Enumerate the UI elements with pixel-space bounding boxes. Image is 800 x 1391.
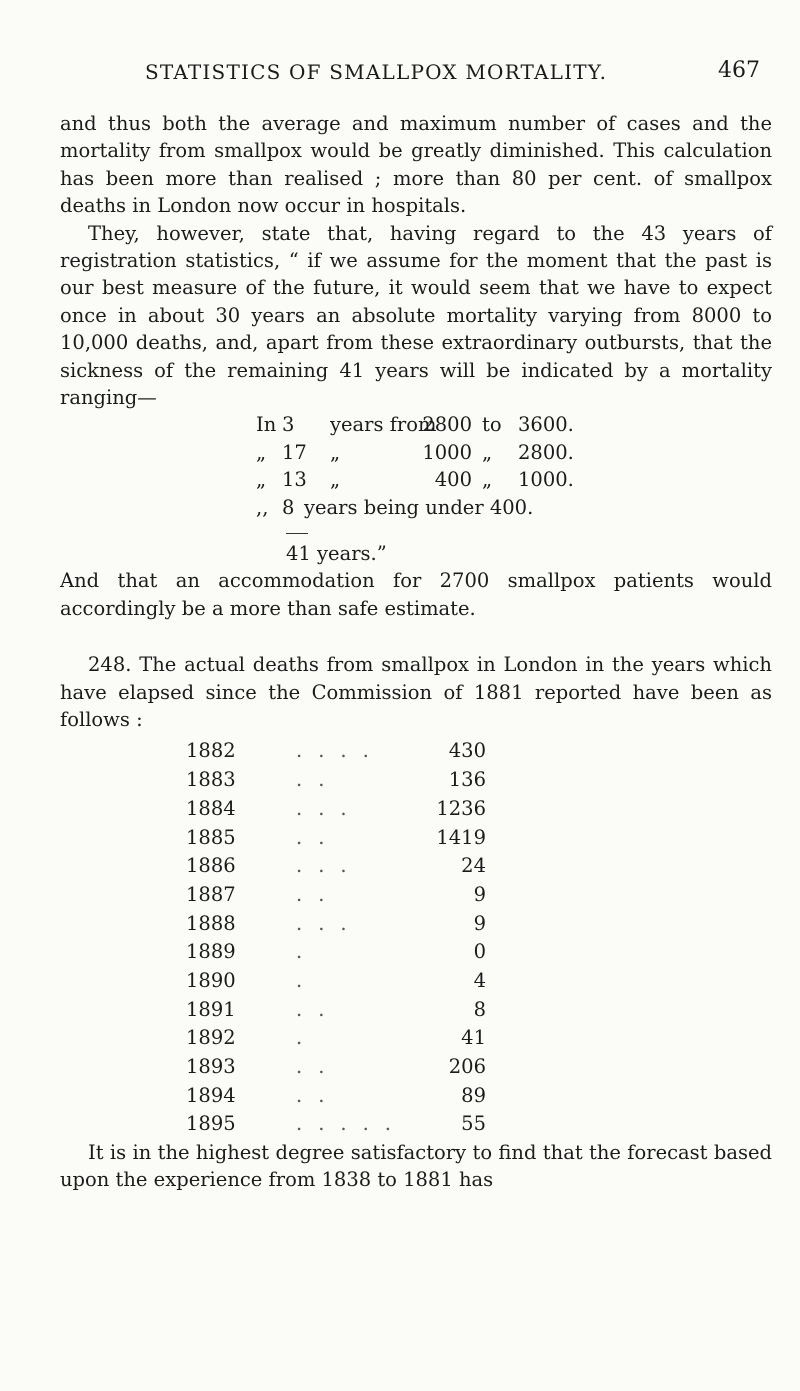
deaths-cell: 9 bbox=[473, 882, 486, 906]
range-unit: years from bbox=[330, 413, 437, 437]
range-row bbox=[256, 466, 772, 493]
paragraph-accommodation: And that an accommodation for 2700 smallpox patients would accordingly be a more than safe estimate. bbox=[60, 569, 772, 620]
deaths-cell: 0 bbox=[473, 940, 486, 964]
range-prefix: „ bbox=[256, 468, 267, 492]
running-title: STATISTICS OF SMALLPOX MORTALITY. bbox=[145, 60, 608, 84]
deaths-cell: 1236 bbox=[436, 796, 486, 820]
deaths-cell: 4 bbox=[473, 968, 486, 992]
leader-dots: .. bbox=[296, 1083, 341, 1107]
year-cell: 1882 bbox=[186, 739, 236, 763]
table-row bbox=[186, 967, 486, 996]
table-row bbox=[186, 938, 486, 967]
paragraph-continuation: and thus both the average and maximum number of cases and the mortality from smallpox would be greatly diminished. This calculation has been more than realised ; more than 80 per cent. of smallpox deaths in London now occur in hospitals. bbox=[60, 112, 772, 218]
range-to: 3600. bbox=[518, 413, 574, 437]
year-cell: 1883 bbox=[186, 768, 236, 792]
year-cell: 1893 bbox=[186, 1055, 236, 1079]
leader-dots: ... bbox=[296, 796, 363, 820]
leader-dots: ..... bbox=[296, 1112, 407, 1136]
year-cell: 1890 bbox=[186, 968, 236, 992]
year-cell: 1895 bbox=[186, 1112, 236, 1136]
leader-dots: .. bbox=[296, 997, 341, 1021]
table-row bbox=[186, 766, 486, 795]
deaths-cell: 55 bbox=[461, 1112, 486, 1136]
page-body bbox=[60, 110, 772, 1194]
year-cell: 1888 bbox=[186, 911, 236, 935]
range-from: 400 bbox=[434, 468, 472, 492]
range-from: 1000 bbox=[422, 440, 472, 464]
range-count: 8 bbox=[282, 495, 295, 519]
year-cell: 1886 bbox=[186, 854, 236, 878]
range-from: 2800 bbox=[422, 413, 472, 437]
leader-dots: .. bbox=[296, 825, 341, 849]
year-cell: 1887 bbox=[186, 882, 236, 906]
range-prefix: „ bbox=[256, 440, 267, 464]
year-cell: 1889 bbox=[186, 940, 236, 964]
deaths-cell: 206 bbox=[448, 1055, 486, 1079]
deaths-cell: 24 bbox=[461, 854, 486, 878]
deaths-cell: 9 bbox=[473, 911, 486, 935]
leader-dots: .. bbox=[296, 768, 341, 792]
year-cell: 1892 bbox=[186, 1026, 236, 1050]
leader-dots: . bbox=[296, 1026, 319, 1050]
range-row bbox=[256, 411, 772, 438]
range-count: 3 bbox=[282, 413, 295, 437]
range-to: 1000. bbox=[518, 468, 574, 492]
year-cell: 1891 bbox=[186, 997, 236, 1021]
year-cell: 1885 bbox=[186, 825, 236, 849]
deaths-cell: 41 bbox=[461, 1026, 486, 1050]
leader-dots: ... bbox=[296, 854, 363, 878]
table-row bbox=[186, 737, 486, 766]
paragraph-forecast: They, however, state that, having regard to the 43 years of registration statistics, “ if we assume for the moment that the past is our best measure of the future, it would seem that we have to expect once in about 30 years an absolute mortality varying from 8000 to 10,000 deaths, and, apart from these extraordinary outbursts, that the sickness of the remaining 41 years will be indicated by a mortality ranging— bbox=[60, 221, 772, 410]
mortality-ranges bbox=[256, 411, 772, 567]
deaths-cell: 1419 bbox=[436, 825, 486, 849]
running-header bbox=[0, 58, 800, 88]
table-row bbox=[186, 1082, 486, 1111]
deaths-cell: 430 bbox=[448, 739, 486, 763]
range-prefix: In bbox=[256, 413, 277, 437]
deaths-cell: 89 bbox=[461, 1083, 486, 1107]
table-row bbox=[186, 910, 486, 939]
table-row bbox=[186, 1024, 486, 1053]
range-count: 13 bbox=[282, 468, 307, 492]
range-to-word: „ bbox=[482, 468, 493, 492]
sum-rule bbox=[286, 533, 308, 534]
range-count: 17 bbox=[282, 440, 307, 464]
range-to-word: „ bbox=[482, 440, 493, 464]
table-row bbox=[186, 795, 486, 824]
deaths-table bbox=[186, 737, 486, 1139]
table-row bbox=[186, 1053, 486, 1082]
leader-dots: . bbox=[296, 968, 319, 992]
leader-dots: .. bbox=[296, 882, 341, 906]
leader-dots: . bbox=[296, 940, 319, 964]
range-unit: „ bbox=[330, 468, 341, 492]
deaths-cell: 136 bbox=[448, 768, 486, 792]
paragraph-248: 248. The actual deaths from smallpox in London in the years which have elapsed since the Commission of 1881 reported have been as follows : bbox=[60, 653, 772, 732]
year-cell: 1884 bbox=[186, 796, 236, 820]
range-to: 2800. bbox=[518, 440, 574, 464]
year-cell: 1894 bbox=[186, 1083, 236, 1107]
range-total: 41 years.” bbox=[286, 542, 387, 566]
leader-dots: .. bbox=[296, 1055, 341, 1079]
range-row bbox=[256, 494, 772, 521]
leader-dots: ... bbox=[296, 911, 363, 935]
paragraph-conclusion: It is in the highest degree satisfactory to find that the forecast based upon the experience from 1838 to 1881 has bbox=[60, 1141, 772, 1192]
table-row bbox=[186, 824, 486, 853]
deaths-cell: 8 bbox=[473, 997, 486, 1021]
range-row bbox=[256, 439, 772, 466]
table-row bbox=[186, 1110, 486, 1139]
page-number: 467 bbox=[718, 58, 760, 83]
table-row bbox=[186, 996, 486, 1025]
range-to-word: to bbox=[482, 413, 502, 437]
leader-dots: .... bbox=[296, 739, 385, 763]
table-row bbox=[186, 881, 486, 910]
range-unit: „ bbox=[330, 440, 341, 464]
range-unit: years being under 400. bbox=[304, 495, 534, 519]
table-row bbox=[186, 852, 486, 881]
range-prefix: ,, bbox=[256, 495, 269, 519]
